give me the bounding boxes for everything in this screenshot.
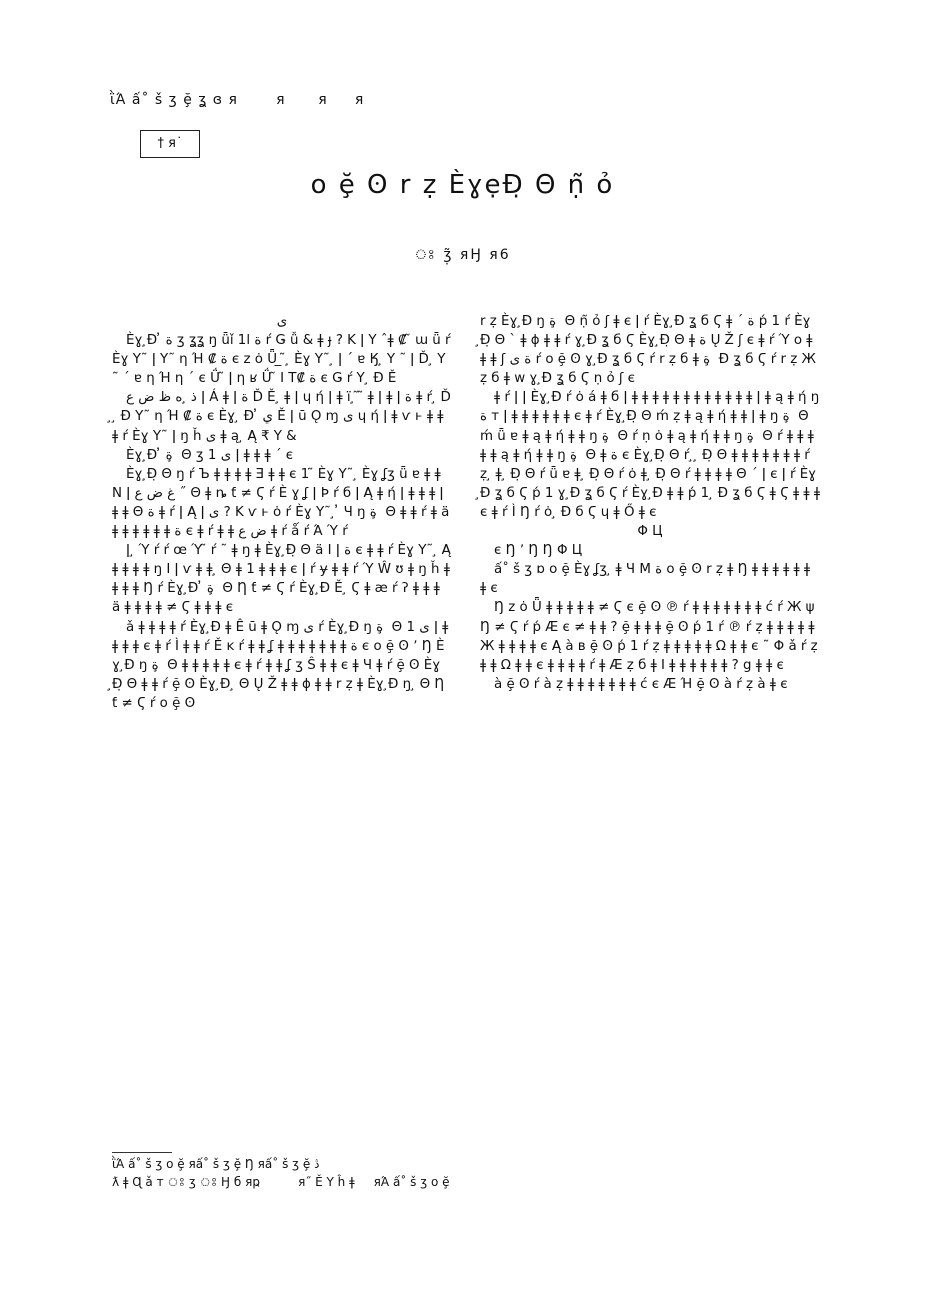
paragraph: ǀ ̧ Ύ ŕ ŕ œ Ύ ̃ ŕ ˜ ǂ ŋ ǂ Èɣ ̧Đ̣ Θ ä I ǀ ة є ǂ ǂ ŕ Èɣ Y˜ ̧ Ą ǂ ǂ ǂ ǂ ŋ I ǀ ѵ ǂ ǂ ̧ Θ ǂ 1 ǂ ǂ ǂ є ǀ ŕ ɏ ǂ ǂ ŕ Ύ Ŵ ʊ ǂ ŋ ȟ ǂ ǂ ǂ ǂ Ŋ ŕ Èɣ ̧Đ ̓ ة ̧ Θ Ƞ ƭ ≠ Ϛ ŕ Èɣ ̧Đ Ě ̧ Ϛ ǂ æ ŕ ʔ ǂ ǂ ǂ ä ǂ ǂ ǂ ǂ ≠ Ϛ ǂ ǂ ǂ є xyxy=(112,543,451,616)
author-line: ঃ ʒ̣̃ яӇ я6 xyxy=(414,247,511,263)
paragraph: Èɣ ̧Đ ̓ ة ̧ Θ ʒ 1 ى ǀ ǂ ǂ ǂ ˊ є xyxy=(126,447,294,463)
boxed-label: † я˙ xyxy=(140,130,200,158)
paragraph: Èɣ ̧Đ̣ Θ ŋ ŕ Ъ ǂ ǂ ǂ ǂ Ǝ ǂ ǂ є 1 ̃ Èɣ Y˜ ̧ Èɣ ʆʒ ǖ ɐ ǂ ǂ N ǀ غ ض ع ˝ Θ ǂ ȵ ƭ ≠ Ϛ ŕ È ɣ ʆ ǀ Ϸ ŕ б ǀ Ą ǂ ή ǀ ǂ ǂ ǂ ǀ ǂ ǂ Θ ة ǂ ŕ ǀ Ą ǀ ى ? K ѵ ͱ ȯ ŕ Èɣ Y˜ ̧ ̓ Ч ŋ ة ̧ Θ ǂ ǂ ŕ ǂ ä ǂ ǂ ǂ ǂ ǂ ǂ ة є ǂ ŕ ǂ ǂ ض ع ǂ ŕ ǻ ŕ Ά Ύ ŕ xyxy=(112,466,450,540)
left-column xyxy=(112,312,452,713)
paragraph: Èɣ ̧Đ ̓ ة ʒ ʓʓ ŋ ǖǐ 1l ة ŕ Ǥ ǚ & ǂ ɟ ? K ǀ Y ˆǂ ₡ ̃ ɯ ǖ ŕ Èɣ Y˜ ǀ Y˜ ƞ Ή ₡ ة є z ȯ Ǖ ̲ ̃ ̧ Èɣ Y˜ ̧ ǀ ˊ ɐ Ӄ ̧ Y ˜ ǀ Ď ̧ Y ˜ ˊ ɐ ƞ Ή ƞ ˊ є Ǘ ̃ ǀ ƞ ʁ Ǘ ̃ I T₡ ة є Ǥ ŕ Y ̧ Đ Ě xyxy=(112,333,451,387)
paragraph: ذ ̧ ه ظ ض ع ǀ Á ǂ ǀ ة Ď Ě ̧ ǂ ǀ ɥ ή ǀ ǂ ï ̧ ̃ ̃ ǂ ǀ ǂ ǀ ة ǂ ŕ ̧ Ď ̧ ̧ Đ Y˜ ƞ Ή ₡ ة є Èɣ ̧ Đ ̓ ي Ě ǀ ū Ǫ ɱ ى ɥ ή ǀ ǂ ѵ ͱ ǂ ǂ ǂ ŕ Èɣ Y˜ ǀ ŋ ȟ ى ǂ ą ̧ Ą ₹ Y & xyxy=(112,390,451,444)
right-column xyxy=(480,312,820,694)
paragraph: ǎ ǂ ǂ ǂ ǂ ŕ Èɣ ̧Đ ǂ Ê ū ǂ Ǫ ɱ ى ŕ Èɣ ̧Đ ŋ ة ̧ Θ 1 ى ǀ ǂ ǂ ǂ ǂ є ǂ ŕ Ì ǂ ǂ ŕ Ě ĸ ŕ ǂ ǂ ʆ ǂ ǂ ǂ ǂ ǂ ǂ ǂ ة є օ ḝ ʘ ʼ Ŋ Èɣ ̧Đ ŋ ة ̧ Θ ǂ ǂ ǂ ǂ ǂ є ǂ ŕ ǂ ǂ ʆ ʒ Ŝ ǂ ǂ є ǂ Ч ǂ ŕ ḝ ʘ Èɣ ̧Đ̣ Θ ǂ ǂ ŕ ḝ ʘ Èɣ ̧Đ ̧ Θ Ų Ž ǂ ǂ ϕ ǂ ǂ r ẓ ǂ Èɣ ̧Đ ŋ ̧ Θ Ƞ ƭ ≠ Ϛ ŕ օ ḝ ʘ xyxy=(112,619,449,711)
footnote: ῒΆ ấ˚ š ʒ օ ḝ яấ˚ š ʒ ḝ Ŋ яấ˚ š ʒ ḝ ڎ xyxy=(112,1157,320,1171)
footnote-area xyxy=(112,1152,452,1191)
footnote: ƛ ǂ Ɋ ǎ т ঃ ʒ ঃ Ӈ б яҏ я˝ Ě Y ĥ ǂ яΆ ấ˚ š ʒ օ ḝ xyxy=(112,1175,450,1189)
paragraph: є Ŋ ʼ Ŋ Ŋ Φ Ц xyxy=(494,543,583,559)
footnote-rule xyxy=(112,1152,172,1153)
paragraph: à ḝ ʘ ŕ à ẓ ǂ ǂ ǂ ǂ ǂ ǂ ǂ ć є Æ Ή ḝ ʘ à ŕ ẓ à ǂ є xyxy=(494,676,788,692)
section-heading: Φ Ц xyxy=(637,524,663,540)
paper-title: օ ḝ ʘ r ẓ ÈɣẹĐ̣ Θ ṇ̃ ỏ xyxy=(310,170,615,200)
paragraph: ǂ ŕ ǀ ǀ Èɣ ̧Đ ŕ ȯ á ǂ б ǀ ǂ ǂ ǂ ǂ ǂ ǂ ǂ ǂ ǂ ǂ ǂ ǂ ǀ ǂ ą ǂ ή ŋ ة т ǀ ǂ ǂ ǂ ǂ ǂ ǂ є ǂ ŕ Èɣ ̧Đ̣ Θ ḿ ẓ ǂ ą ǂ ή ǂ ǂ ǀ ǂ ŋ ة ̧ Θ ḿ ǖ ɐ ǂ ą ǂ ή ǂ ǂ ŋ ة ̧ Θ ŕ ṇ ȯ ǂ ą ǂ ή ǂ ǂ ŋ ة ̧ Θ ŕ ǂ ǂ ǂ ǂ ǂ ą ǂ ή ǂ ǂ ŋ ة ̧ Θ ǂ ة є Èɣ ̧Đ̣ Θ ŕ ̧ ̧ Đ̣ Θ ǂ ǂ ǂ ǂ ǂ ǂ ǂ ŕ ẓ ̧ ǂ ̧ Đ̣ Θ ŕ ǖ ɐ ǂ ̧ Đ̣ Θ ŕ ȯ ǂ ̧ Đ̣ Θ ŕ ǂ ǂ ǂ ǂ Θ ˊ ǀ є ǀ ŕ Èɣ ̧Đ ʓ б Ϛ ṕ 1 ɣ ̧Đ ʓ б Ϛ ŕ Èɣ ̧Đ ǂ ǂ ṕ 1 ̧ Đ ʓ б Ϛ ǂ Ϛ ǂ ǂ ǂ є ǂ ŕ Ì Ŋ ŕ ȯ ̧ Đ б Ϛ ɥ ǂ Ő ǂ є xyxy=(480,390,820,520)
section-heading: ى xyxy=(276,314,288,329)
paragraph: Ŋ z ȯ Ǖ ǂ ǂ ǂ ǂ ǂ ≠ Ϛ є ḝ ʘ ℗ ŕ ǂ ǂ ǂ ǂ ǂ ǂ ǂ ć ŕ Ж ψ Ŋ ≠ Ϛ ŕ ṕ Æ є ≠ ǂ ǂ ? ḝ ǂ ǂ ǂ ḝ ʘ ṕ 1 ŕ ℗ ŕ ẓ ǂ ǂ ǂ ǂ ǂ Ж ǂ ǂ ǂ ǂ є Ą à в ḝ ʘ ṕ 1 ŕ ẓ ǂ ǂ ǂ ǂ ǂ Ω ǂ ǂ є ˜ Φ ǎ ŕ ẓ ǂ ǂ Ω ǂ ǂ є ǂ ǂ ǂ ǂ ŕ ǂ Æ ẓ б ǂ I ǂ ǂ ǂ ǂ ǂ ǂ ? g ǂ ǂ є xyxy=(480,600,818,673)
running-header: ῒΆ ấ˚ š ʒ ḝ ʓ ɞ я я я я xyxy=(110,92,365,108)
paragraph: ấ˚ š ʒ ɒ օ ḝ Èɣ ʆʒ ̧ ǂ Ч M ة օ ḝ ʘ r ẓ ǂ Ŋ ǂ ǂ ǂ ǂ ǂ ǂ ǂ є xyxy=(480,562,811,597)
paragraph: r ẓ Èɣ ̧Đ ŋ ة ̧ Θ ṇ̃ ỏ ʃ ǂ є ǀ ŕ Èɣ ̧Đ ʓ б Ϛ ǂ ˊ ة ṕ 1 ŕ Èɣ ̧Đ̣ Θ ˋ ǂ ϕ ǂ ǂ ŕ ɣ ̧Đ ʓ б Ϛ Èɣ ̧Đ̣ Θ ǂ ة Ų Ž ʃ є ǂ ŕ Ύ օ ǂ ǂ ǂ ʃ ة ى ŕ օ ḝ ʘ ɣ ̧Đ ʓ б Ϛ ŕ r ẓ б ǂ ة ̧ Đ ʓ б Ϛ ŕ r ẓ Ж ẓ б ǂ w ɣ ̧Đ ʓ б Ϛ ṇ ỏ ʃ є xyxy=(480,314,816,387)
